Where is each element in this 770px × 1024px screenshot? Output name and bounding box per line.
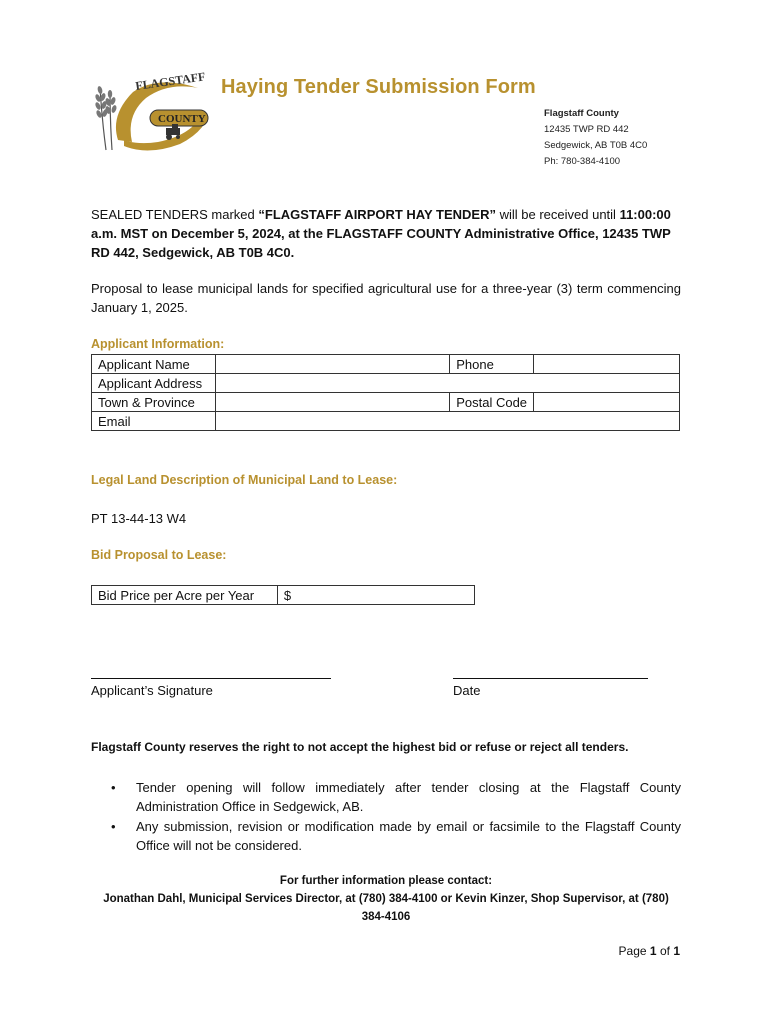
page-number <box>619 944 680 958</box>
sealed-tenders-paragraph <box>91 205 681 262</box>
address-line2: Sedgewick, AB T0B 4C0 <box>544 140 648 151</box>
address-phone: Ph: 780-384-4100 <box>544 156 621 167</box>
signature-label: Applicant’s Signature <box>91 683 213 698</box>
table-row <box>92 374 680 393</box>
reserve-statement: Flagstaff County reserves the right to not accept the highest bid or refuse or reject all tenders. <box>91 740 629 754</box>
contact-details: Jonathan Dahl, Municipal Services Director, at (780) 384-4100 or Kevin Kinzer, Shop Supervisor, at (780) 384-4106 <box>103 893 669 923</box>
address-line1: 12435 TWP RD 442 <box>544 124 629 135</box>
county-address <box>544 106 647 170</box>
applicant-address-field[interactable] <box>215 374 679 393</box>
proposal-paragraph: Proposal to lease municipal lands for specified agricultural use for a three-year (3) term commencing January 1, 2025. <box>91 281 681 315</box>
bullet-icon: • <box>111 780 116 795</box>
intro-text-c: will be received until <box>496 207 620 222</box>
logo-text-bottom: COUNTY <box>158 113 206 125</box>
list-item <box>108 778 681 816</box>
tender-name: “FLAGSTAFF AIRPORT HAY TENDER” <box>258 207 496 222</box>
bid-table <box>91 585 475 605</box>
email-label: Email <box>92 412 216 431</box>
applicant-name-label: Applicant Name <box>92 355 216 374</box>
signature-line[interactable] <box>91 678 331 679</box>
currency-symbol: $ <box>283 587 292 603</box>
town-province-field[interactable] <box>215 393 449 412</box>
applicant-name-field[interactable] <box>215 355 449 374</box>
page-total: 1 <box>673 944 680 958</box>
postal-code-field[interactable] <box>534 393 680 412</box>
land-description-heading: Legal Land Description of Municipal Land to Lease: <box>91 473 398 487</box>
page-current: 1 <box>649 944 657 958</box>
bullet-text: Any submission, revision or modification made by email or facsimile to the Flagstaff County Office will not be considered. <box>136 819 681 853</box>
notice-bullet-list <box>108 778 681 856</box>
applicant-info-table <box>91 354 680 431</box>
logo-text-top: FLAGSTAFF <box>134 70 207 93</box>
date-label: Date <box>453 683 481 698</box>
table-row <box>92 412 680 431</box>
email-field[interactable] <box>215 412 679 431</box>
applicant-info-heading: Applicant Information: <box>91 337 225 351</box>
page-of: of <box>659 944 670 958</box>
bullet-icon: • <box>111 819 116 834</box>
phone-field[interactable] <box>534 355 680 374</box>
contact-heading: For further information please contact: <box>279 875 493 887</box>
table-row <box>92 586 475 605</box>
deadline-text: 11:00:00 a.m. MST on December 5, 2024, at the FLAGSTAFF COUNTY Administrative Office, 12435 TWP RD 442, Sedgewick, AB T0B 4C0. <box>91 207 671 260</box>
date-line[interactable] <box>453 678 648 679</box>
table-row <box>92 355 680 374</box>
phone-label: Phone <box>450 355 534 374</box>
bid-price-label: Bid Price per Acre per Year <box>92 586 278 605</box>
land-description-value: PT 13-44-13 W4 <box>91 511 187 526</box>
applicant-address-label: Applicant Address <box>92 374 216 393</box>
list-item <box>108 817 681 855</box>
county-logo <box>88 70 214 156</box>
address-org: Flagstaff County <box>544 108 619 119</box>
postal-code-label: Postal Code <box>450 393 534 412</box>
page-word: Page <box>618 944 647 958</box>
bid-proposal-heading: Bid Proposal to Lease: <box>91 548 227 562</box>
page-title: Haying Tender Submission Form <box>221 76 536 98</box>
town-province-label: Town & Province <box>92 393 216 412</box>
bullet-text: Tender opening will follow immediately after tender closing at the Flagstaff County Administration Office in Sedgewick, AB. <box>136 780 681 814</box>
intro-text-a: SEALED TENDERS marked <box>91 207 259 222</box>
contact-block <box>91 872 681 926</box>
table-row <box>92 393 680 412</box>
bid-price-field[interactable] <box>277 586 474 605</box>
